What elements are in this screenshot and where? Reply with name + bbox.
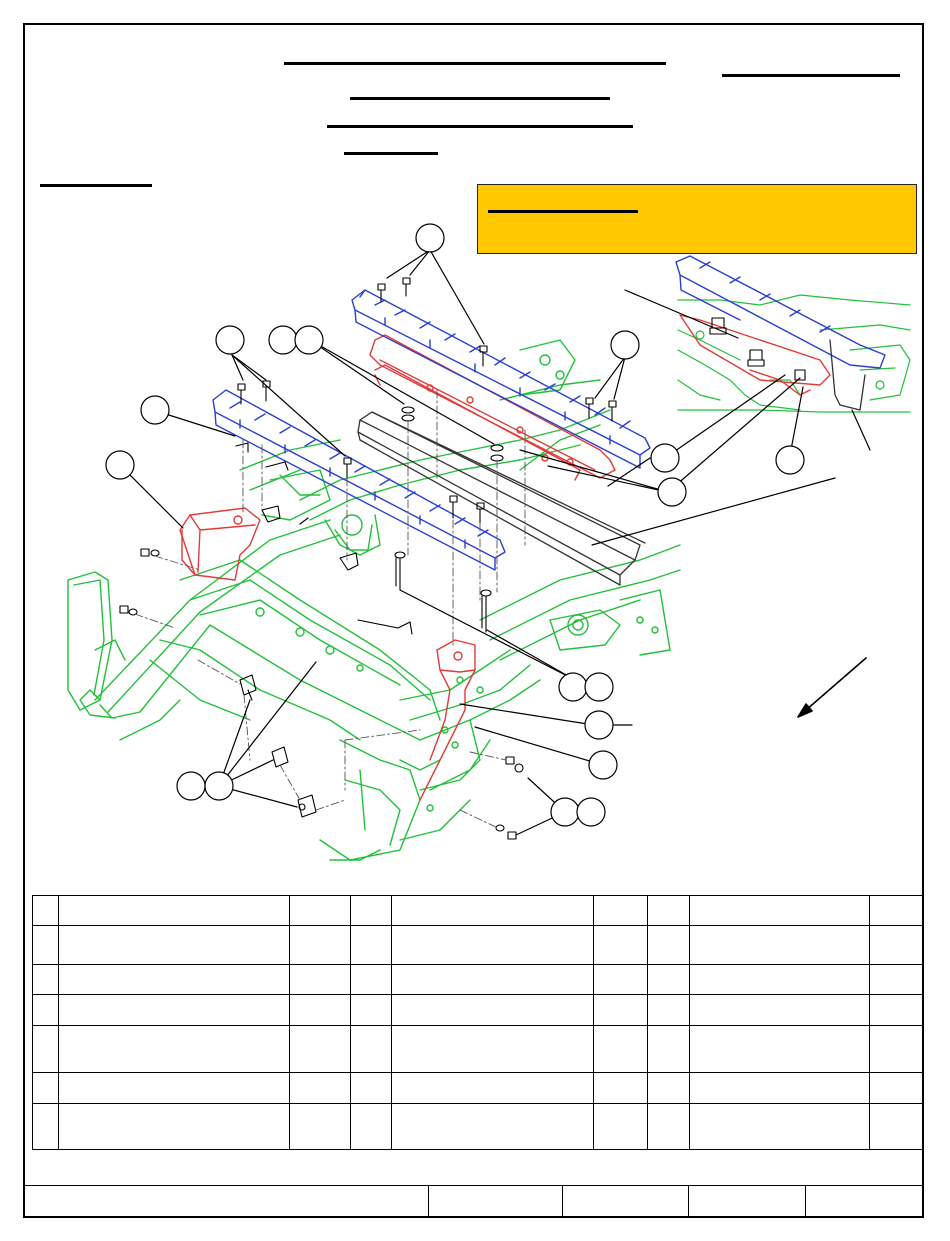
table-row	[33, 1073, 923, 1104]
table-row	[33, 1104, 923, 1150]
table-row	[33, 965, 923, 995]
view-direction-arrow	[798, 658, 866, 717]
parts-list-table	[32, 895, 923, 1150]
table-row	[33, 926, 923, 965]
table-row	[33, 995, 923, 1026]
inset-frame-detail	[678, 295, 910, 412]
alignment-lines	[135, 390, 525, 828]
footer-cell-date	[428, 1185, 562, 1217]
footer-cell-rev	[688, 1185, 805, 1217]
footer-cell-page	[805, 1185, 923, 1217]
callout-circles	[106, 224, 804, 826]
table-header-row	[33, 896, 923, 926]
hardware	[120, 278, 805, 839]
hitch-rails-blue	[213, 256, 885, 570]
footer-cell-drawn	[562, 1185, 688, 1217]
table-row	[33, 1026, 923, 1073]
